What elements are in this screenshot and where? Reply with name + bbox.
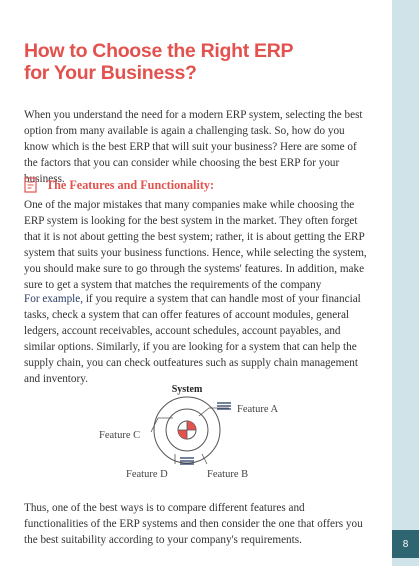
example-paragraph <box>24 291 370 387</box>
example-text: if you require a system that can handle most of your financial tasks, check a system that can offer features of account modules, general ledgers, account receivables, account schedules, account payables, and similar options. Similarly, if you are looking for a system that can help the supply chain, you can check outfeatures such as supply chain management and inventory. <box>24 293 361 385</box>
feature-c-label: Feature C <box>99 430 141 441</box>
closing-paragraph: Thus, one of the best ways is to compare different features and functionalities of the ERP systems and then consider the one that offers you the best suitability according to your company's requirements. <box>24 502 363 546</box>
section-heading <box>24 176 214 194</box>
page-title <box>24 40 354 84</box>
features-paragraph: One of the major mistakes that many companies make while choosing the ERP system is looking for the best system in the market. They often forget that it is not about getting the best system; rather, it is about getting the ERP system that suits your business functions. Hence, while selecting the system, you should make sure to go through the systems' features. In addition, make sure to get a system that matches the requirements of the company <box>24 199 367 291</box>
title-line-2: for Your Business? <box>24 62 197 84</box>
system-features-diagram <box>95 380 325 482</box>
feature-a-connector <box>199 403 231 416</box>
document-icon <box>24 177 38 193</box>
feature-d-label: Feature D <box>126 469 168 480</box>
feature-a-label: Feature A <box>237 404 279 415</box>
page-number: 8 <box>392 530 419 558</box>
title-line-1: How to Choose the Right ERP <box>24 40 294 62</box>
center-pie-icon <box>178 421 196 439</box>
section-title: The Features and Functionality: <box>46 177 215 192</box>
feature-b-label: Feature B <box>207 469 249 480</box>
intro-paragraph: When you understand the need for a modern ERP system, selecting the best option from many available is again a challenging task. So, how do you know which is the best ERP that will suit your business? Here are some of the factors that you can consider while choosing the best ERP for your business. <box>24 109 363 185</box>
system-label: System <box>171 384 203 395</box>
example-lead: For example, <box>24 293 84 305</box>
